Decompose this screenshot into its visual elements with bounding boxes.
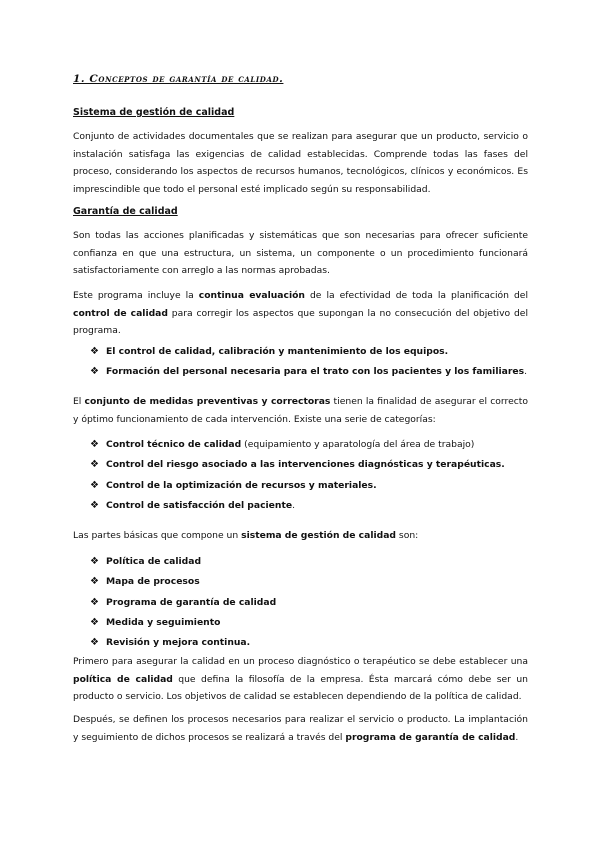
diamond-bullet-icon: ❖: [90, 556, 99, 567]
diamond-bullet-icon: ❖: [90, 459, 99, 471]
bullet-list-partes: [90, 552, 530, 653]
diamond-bullet-icon: ❖: [90, 499, 99, 511]
bullet-list-categorias: [90, 435, 530, 516]
section-heading-garantia: Garantía de calidad: [73, 206, 178, 217]
list-item: ❖ Control técnico de calidad (equipamiento y aparatología del área de trabajo): [90, 435, 530, 455]
list-item: ❖ Control de la optimización de recursos y materiales.: [90, 476, 530, 496]
paragraph-partes: Las partes básicas que compone un sistema de gestión de calidad son:: [73, 530, 419, 541]
emphasis-politica-calidad: política de calidad: [73, 673, 173, 685]
diamond-bullet-icon: ❖: [90, 596, 99, 608]
emphasis-continua-evaluacion: continua evaluación: [198, 290, 305, 301]
list-item: ❖ Programa de garantía de calidad: [90, 593, 530, 613]
diamond-bullet-icon: ❖: [90, 439, 99, 450]
list-item: ❖ Control de satisfacción del paciente.: [90, 496, 530, 516]
diamond-bullet-icon: ❖: [90, 346, 99, 357]
list-item: ❖ Política de calidad: [90, 552, 530, 572]
paragraph-garantia-definition: Son todas las acciones planificadas y sistemáticas que son necesarias para ofrecer suficiente confianza en que una estructura, un sistema, un componente o un procedimiento funcionará satisfactoriamente con arreglo a las normas aprobadas.: [73, 230, 528, 277]
paragraph-procesos: Después, se definen los procesos necesarios para realizar el servicio o producto. La implantación y seguimiento de dichos procesos se realizará a través del programa de garantía de calidad.: [73, 714, 528, 743]
list-item: ❖ Revisión y mejora continua.: [90, 633, 530, 653]
list-item: ❖ Formación del personal necesaria para el trato con los pacientes y los familiares.: [90, 362, 530, 382]
diamond-bullet-icon: ❖: [90, 576, 99, 588]
list-item: ❖ Mapa de procesos: [90, 572, 530, 592]
diamond-bullet-icon: ❖: [90, 637, 99, 649]
section-heading-sistema: Sistema de gestión de calidad: [73, 107, 235, 118]
list-item: ❖ Medida y seguimiento: [90, 613, 530, 633]
paragraph-medidas: El conjunto de medidas preventivas y correctoras tienen la finalidad de asegurar el correcto y óptimo funcionamiento de cada intervención. Existe una serie de categorías:: [73, 396, 528, 425]
emphasis-sistema-gestion: sistema de gestión de calidad: [241, 530, 396, 541]
diamond-bullet-icon: ❖: [90, 616, 99, 628]
paragraph-sistema-definition: Conjunto de actividades documentales que se realizan para asegurar que un producto, servicio o instalación satisfaga las exigencias de calidad establecidas. Comprende todas las fases del proceso, considerando los aspectos de recursos humanos, tecnológicos, clínicos y económicos. Es imprescindible que todo el personal esté implicado según su responsabilidad.: [73, 131, 528, 195]
paragraph-programa: Este programa incluye la continua evaluación de la efectividad de toda la planificación del control de calidad para corregir los aspectos que supongan la no consecución del objetivo del programa.: [73, 290, 529, 337]
document-title: 1. Conceptos de garantía de calidad.: [73, 73, 284, 85]
paragraph-politica: Primero para asegurar la calidad en un proceso diagnóstico o terapéutico se debe establecer una política de calidad que defina la filosofía de la empresa. Ésta marcará cómo debe ser un producto o servicio. Los objetivos de calidad se establecen dependiendo de la política de calidad.: [73, 656, 528, 703]
emphasis-programa-garantia: programa de garantía de calidad: [345, 731, 516, 743]
emphasis-control-de-calidad: control de calidad: [73, 307, 168, 319]
emphasis-medidas: conjunto de medidas preventivas y correctoras: [84, 396, 331, 407]
list-item: ❖ Control del riesgo asociado a las intervenciones diagnósticas y terapéuticas.: [90, 455, 530, 475]
diamond-bullet-icon: ❖: [90, 366, 99, 378]
list-item: ❖ El control de calidad, calibración y mantenimiento de los equipos.: [90, 342, 530, 362]
bullet-list-programa: [90, 342, 530, 383]
diamond-bullet-icon: ❖: [90, 479, 99, 491]
